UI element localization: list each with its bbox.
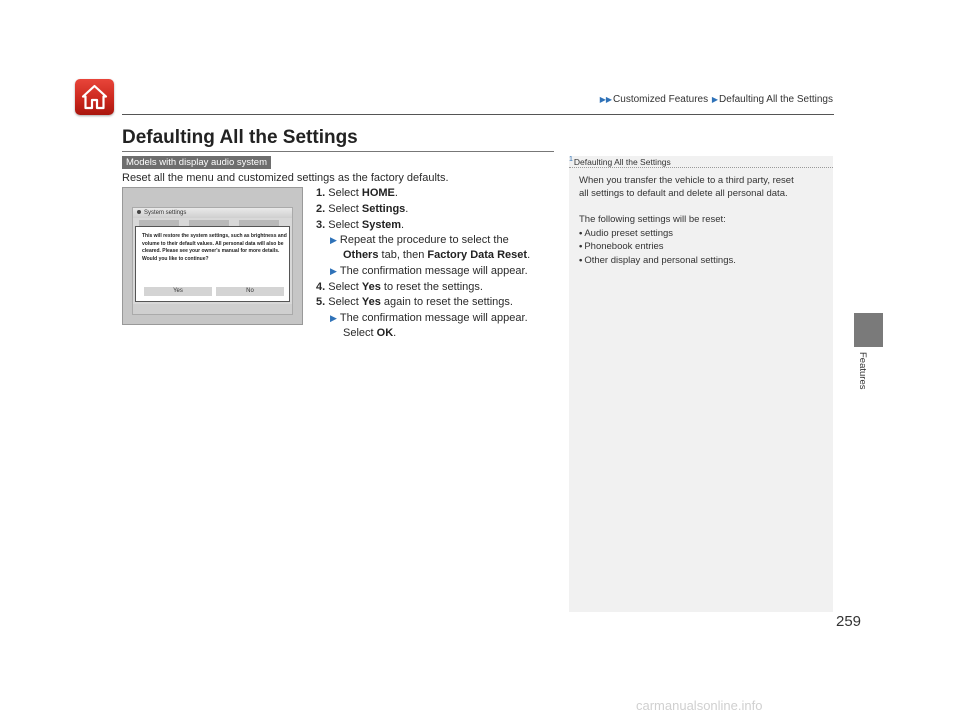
settings-dot-icon [137, 210, 141, 214]
section-tab-marker[interactable] [854, 313, 883, 347]
step-4: 4. Select Yes to reset the settings. [316, 281, 483, 293]
header-divider [122, 114, 834, 115]
step-3-substep-1-cont: Others tab, then Factory Data Reset. [343, 249, 531, 261]
screen-illustration [122, 187, 303, 325]
step-3: 3. Select System. [316, 219, 405, 231]
triangle-right-icon: ▶ [711, 95, 719, 104]
step-5-substep-1: ▶ The confirmation message will appear. [330, 312, 528, 324]
step-5-substep-2: Select OK. [343, 327, 397, 339]
note-line: When you transfer the vehicle to a third party, reset [579, 175, 794, 186]
triangle-right-icon: ▶ [330, 266, 337, 276]
step-3-substep-1: ▶ Repeat the procedure to select the [330, 234, 509, 246]
note-heading: $^1$Defaulting All the Settings [569, 156, 833, 168]
dialog-yes-button: Yes [144, 287, 212, 296]
section-tab-label: Features [857, 352, 868, 390]
title-divider [122, 151, 554, 152]
breadcrumb-item-current: Defaulting All the Settings [719, 94, 833, 105]
dialog-no-button: No [216, 287, 284, 296]
triangle-right-icon: ▶▶ [599, 95, 613, 104]
note-bullet: • Phonebook entries [579, 241, 664, 252]
step-5: 5. Select Yes again to reset the settings. [316, 296, 513, 308]
step-1: 1. Select HOME. [316, 187, 398, 199]
page-title: Defaulting All the Settings [122, 127, 358, 148]
dialog-message: This will restore the system settings, such as brightness and volume to their default values. All personal data will also be cleared. Please see your owner's manual for more details. Would you like to continue? [142, 233, 287, 263]
step-2: 2. Select Settings. [316, 203, 409, 215]
note-index: 1 [569, 156, 573, 163]
confirm-dialog [135, 226, 290, 302]
step-3-substep-2: ▶ The confirmation message will appear. [330, 265, 528, 277]
home-icon[interactable] [75, 79, 114, 115]
note-bullet: • Audio preset settings [579, 228, 674, 239]
intro-text: Reset all the menu and customized settings as the factory defaults. [122, 172, 449, 184]
note-line: The following settings will be reset: [579, 214, 726, 225]
note-line: all settings to default and delete all personal data. [579, 188, 788, 199]
page-number: 259 [836, 613, 862, 630]
note-bullet: • Other display and personal settings. [579, 255, 736, 266]
watermark: carmanualsonline.info [636, 698, 763, 713]
screen-bottom-bar [133, 304, 292, 314]
triangle-right-icon: ▶ [330, 313, 337, 323]
models-badge: Models with display audio system [122, 156, 271, 169]
screen-header-label: System settings [144, 210, 187, 216]
triangle-right-icon: ▶ [330, 235, 337, 245]
screen-header [133, 208, 292, 218]
breadcrumb [575, 94, 833, 105]
screen-display [132, 207, 293, 315]
breadcrumb-item-customized-features[interactable]: Customized Features [613, 94, 709, 105]
